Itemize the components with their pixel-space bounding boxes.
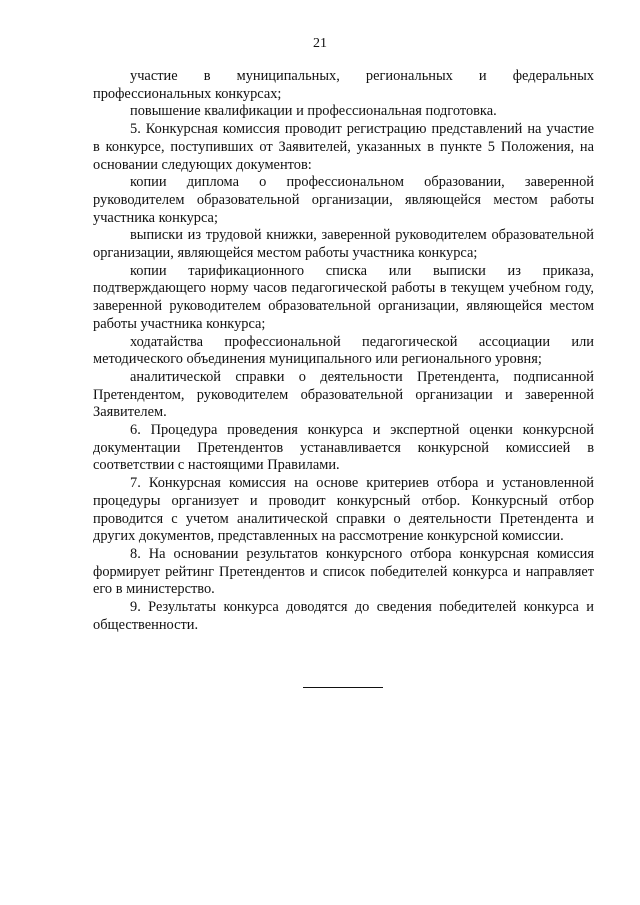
paragraph-item-7: 7. Конкурсная комиссия на основе критериев отбора и установленной процедуры организует и проводит конкурсный отбор. Конкурсный отбор проводится с учетом аналитической справки о деятельности Претендента и других документов, представленных на рассмотрение конкурсной комиссии. bbox=[93, 475, 594, 545]
paragraph-item-8: 8. На основании результатов конкурсного отбора конкурсная комиссия формирует рейтинг Претендентов и список победителей конкурса и направляет его в министерство. bbox=[93, 545, 594, 598]
document-body bbox=[93, 68, 594, 635]
paragraph-diploma-copy: копии диплома о профессиональном образовании, заверенной руководителем образовательной организации, являющейся местом работы участника конкурса; bbox=[93, 174, 594, 226]
paragraph-participation-contests: участие в муниципальных, региональных и федеральных профессиональных конкурсах; bbox=[93, 68, 594, 102]
paragraph-item-9: 9. Результаты конкурса доводятся до сведения победителей конкурса и общественности. bbox=[93, 599, 594, 633]
paragraph-analytical-reference: аналитической справки о деятельности Претендента, подписанной Претендентом, руководителем образовательной организации и заверенной Заявителем. bbox=[93, 368, 594, 421]
page-number: 21 bbox=[313, 36, 327, 51]
paragraph-item-6: 6. Процедура проведения конкурса и экспертной оценки конкурсной документации Претендентов устанавливается конкурсной комиссией в соответствии с настоящими Правилами. bbox=[93, 422, 594, 474]
end-separator-line bbox=[303, 687, 383, 688]
paragraph-petition: ходатайства профессиональной педагогической ассоциации или методического объединения муниципального или регионального уровня; bbox=[93, 333, 594, 368]
paragraph-item-5: 5. Конкурсная комиссия проводит регистрацию представлений на участие в конкурсе, поступивших от Заявителей, указанных в пункте 5 Положения, на основании следующих документов: bbox=[93, 121, 594, 173]
paragraph-workbook-extract: выписки из трудовой книжки, заверенной руководителем образовательной организации, являющейся местом работы участника конкурса; bbox=[93, 227, 594, 262]
paragraph-qualification: повышение квалификации и профессиональная подготовка. bbox=[130, 103, 497, 120]
paragraph-tariff-list: копии тарификационного списка или выписки из приказа, подтверждающего норму часов педагогической работы в текущем учебном году, заверенной руководителем образовательной организации, являющейся местом работы участника конкурса; bbox=[93, 262, 594, 332]
